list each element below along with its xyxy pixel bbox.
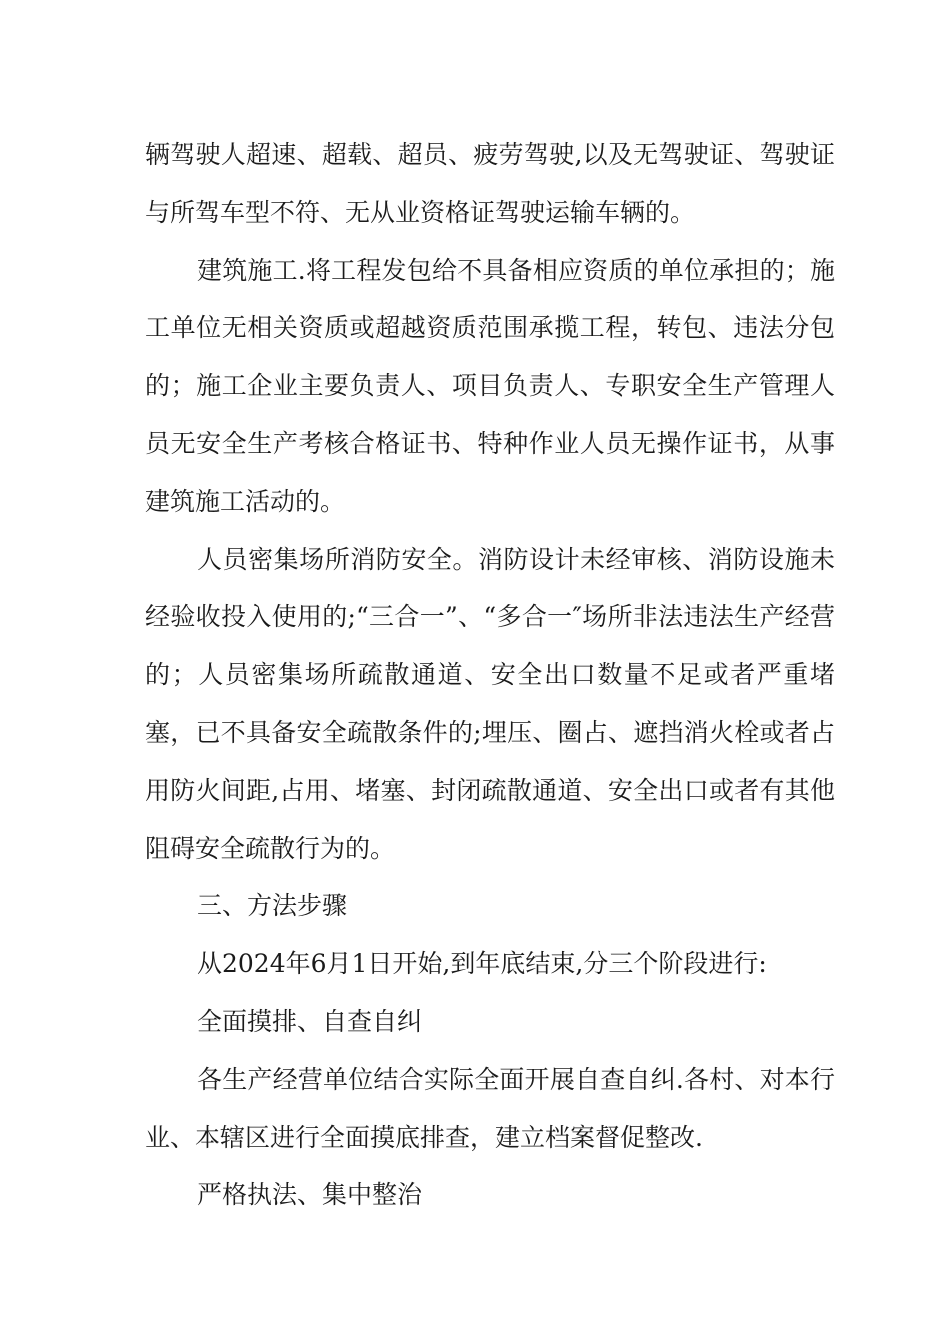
- paragraph-fire-safety: 人员密集场所消防安全。消防设计未经审核、消防设施未经验收投入使用的;“三合一”、“多合一″场所非法违法生产经营的；人员密集场所疏散通道、安全出口数量不足或者严重堵塞，已不具备安全疏散条件的;埋压、圈占、遮挡消火栓或者占用防火间距,占用、堵塞、封闭疏散通道、安全出口或者有其他阻碍安全疏散行为的。: [145, 544, 835, 863]
- section-three-heading: 三、方法步骤: [197, 891, 348, 921]
- paragraph-phase-one-body: 各生产经营单位结合实际全面开展自查自纠.各村、对本行业、本辖区进行全面摸底排查，建立档案督促整改.: [145, 1064, 835, 1152]
- paragraph-traffic-continuation: 辆驾驶人超速、超载、超员、疲劳驾驶,以及无驾驶证、驾驶证与所驾车型不符、无从业资格证驾驶运输车辆的。: [145, 140, 835, 227]
- paragraph-schedule: 从2024年6月1日开始,到年底结束,分三个阶段进行:: [197, 949, 767, 979]
- document-body: [145, 126, 835, 1224]
- phase-two-heading: 严格执法、集中整治: [197, 1180, 423, 1210]
- phase-one-heading: 全面摸排、自查自纠: [197, 1006, 423, 1036]
- paragraph-construction: 建筑施工.将工程发包给不具备相应资质的单位承担的；施工单位无相关资质或超越资质范围承揽工程，转包、违法分包的；施工企业主要负责人、项目负责人、专职安全生产管理人员无安全生产考核合格证书、特种作业人员无操作证书，从事建筑施工活动的。: [145, 255, 835, 516]
